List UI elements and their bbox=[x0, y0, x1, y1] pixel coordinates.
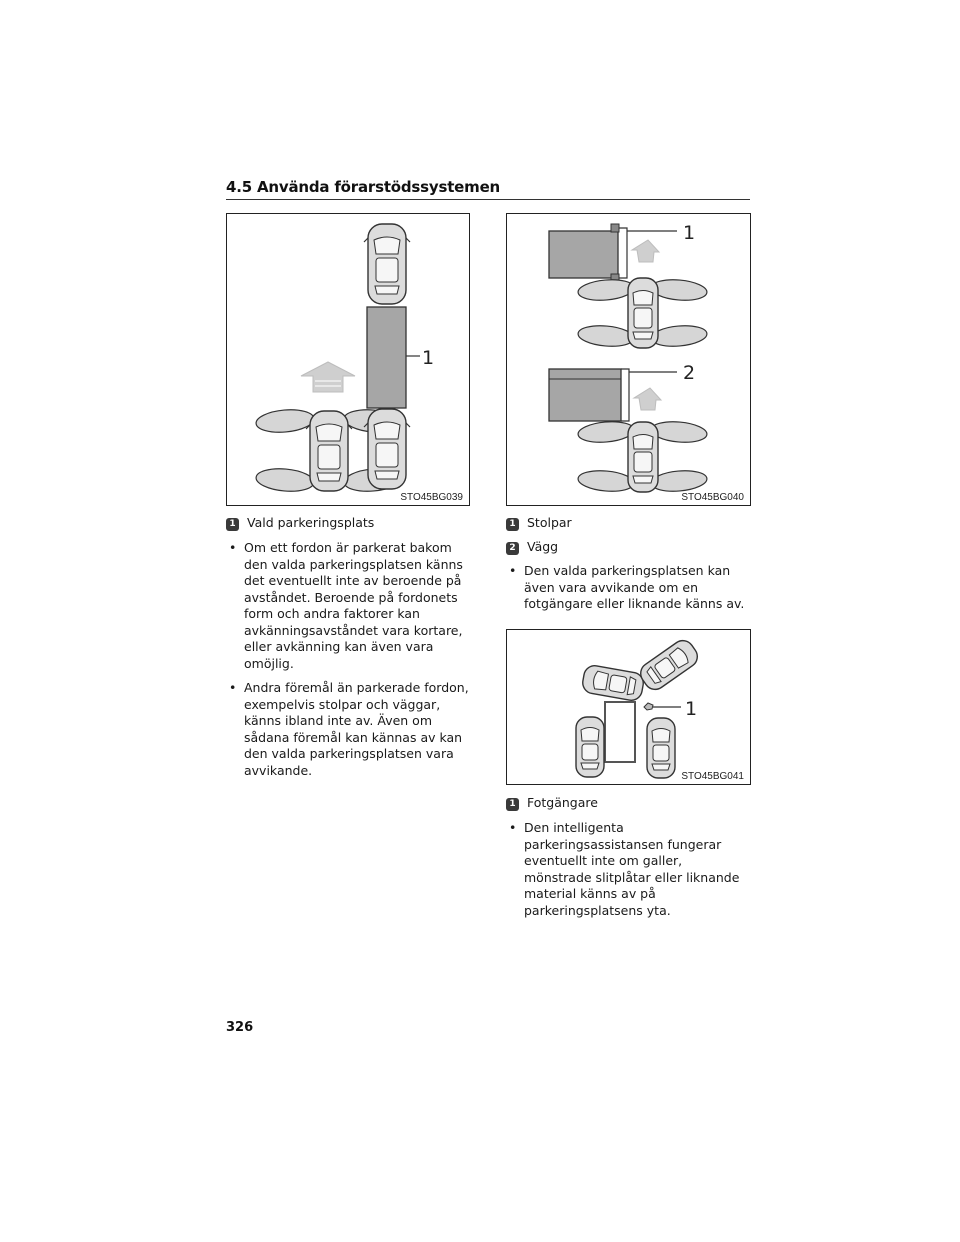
page-number: 326 bbox=[226, 1020, 254, 1035]
legend-fig2-item-2: 2 Vägg bbox=[506, 538, 558, 556]
section-title: 4.5 Använda förarstödssystemen bbox=[226, 178, 750, 200]
figure-pedestrian bbox=[506, 629, 751, 785]
bullet-item: • Den valda parkeringsplatsen kan även vara avvikande om en fotgängare eller liknande känns av. bbox=[506, 563, 750, 613]
figure-poles-wall bbox=[506, 213, 751, 506]
callout-1: 1 bbox=[685, 698, 698, 720]
callout-1: 1 bbox=[422, 347, 435, 369]
bullet-item: • Om ett fordon är parkerat bakom den valda parkeringsplatsen känns det eventuellt inte av beroende på avståndet. Beroende på fordonets form och andra faktorer kan avkänningsavståndet vara kortare, eller avkänning kan även vara omöjlig. bbox=[226, 540, 470, 672]
figure-parking-space bbox=[226, 213, 470, 506]
legend-fig1-item-1: 1 Vald parkeringsplats bbox=[226, 514, 374, 532]
legend-fig3-item-1: 1 Fotgängare bbox=[506, 794, 598, 812]
right-bullets-bottom bbox=[506, 820, 750, 927]
bullet-item: • Andra föremål än parkerade fordon, exempelvis stolpar och väggar, känns ibland inte av. Även om sådana föremål kan kännas av kan den valda parkeringsplatsen vara avvikande. bbox=[226, 680, 470, 779]
legend-fig2-item-1: 1 Stolpar bbox=[506, 514, 572, 532]
right-bullets-top bbox=[506, 563, 750, 621]
figure-code: STO45BG040 bbox=[681, 492, 744, 503]
left-bullets bbox=[226, 540, 470, 787]
figure-code: STO45BG041 bbox=[681, 771, 744, 782]
callout-2: 2 bbox=[683, 362, 696, 384]
bullet-item: • Den intelligenta parkeringsassistansen fungerar eventuellt inte om galler, mönstrade slitplåtar eller liknande material känns av på parkeringsplatsens yta. bbox=[506, 820, 750, 919]
figure-code: STO45BG039 bbox=[400, 492, 463, 503]
callout-1: 1 bbox=[683, 222, 696, 244]
